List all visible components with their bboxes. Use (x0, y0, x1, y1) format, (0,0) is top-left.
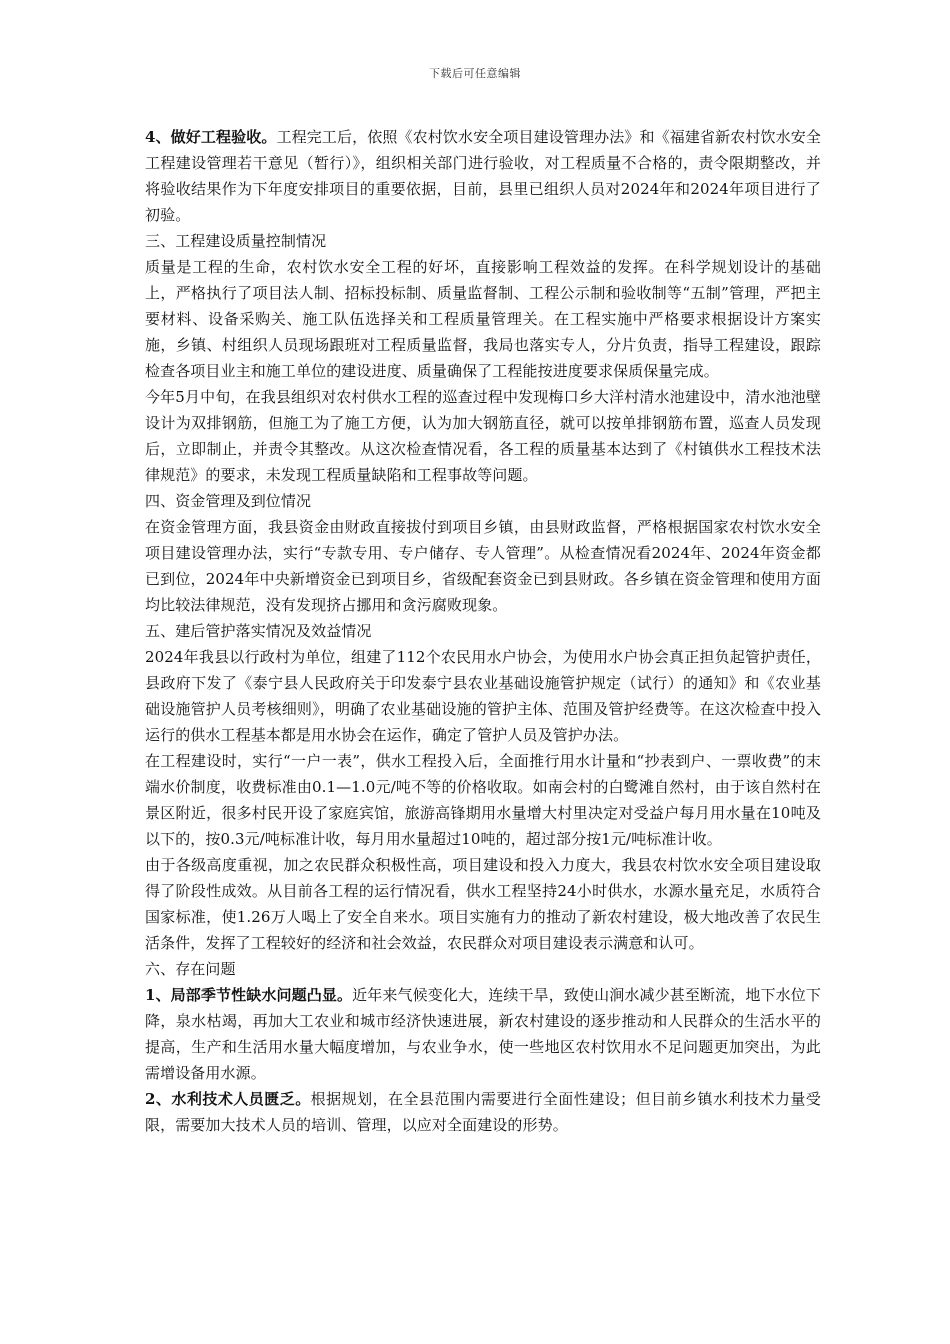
section-heading-funds: 四、资金管理及到位情况 (145, 492, 312, 510)
paragraph-results: 由于各级高度重视，加之农民群众积极性高，项目建设和投入力度大，我县农村饮水安全项目建设取得了阶段性成效。从目前各工程的运行情况看，供水工程坚持24小时供水，水源水量充足，水质符合国家标准，使1.26万人喝上了安全自来水。项目实施有力的推动了新农村建设，极大地改善了农民生活条件，发挥了工程较好的经济和社会效益，农民群众对项目建设表示满意和认可。 (145, 856, 821, 952)
paragraph-funds: 在资金管理方面，我县资金由财政直接拔付到项目乡镇，由县财政监督，严格根据国家农村饮水安全项目建设管理办法，实行“专款专用、专户储存、专人管理”。从检查情况看2024年、2024年资金都已到位，2024年中央新增资金已到项目乡，省级配套资金已到县财政。各乡镇在资金管理和使用方面均比较法律规范，没有发现挤占挪用和贪污腐败现象。 (145, 518, 821, 614)
paragraph-associations: 2024年我县以行政村为单位，组建了112个农民用水户协会，为使用水户协会真正担负起管护责任，县政府下发了《泰宁县人民政府关于印发泰宁县农业基础设施管护规定（试行）的通知》和《农业基础设施管护人员考核细则》，明确了农业基础设施的管护主体、范围及管护经费等。在这次检查中投入运行的供水工程基本都是用水协会在运作，确定了管护人员及管护办法。 (145, 648, 821, 744)
paragraph-text: 根据规划，在全县范围内需要进行全面性建设；但目前乡镇水利技术力量受限，需要加大技术人员的培训、管理，以应对全面建设的形势。 (145, 1090, 821, 1134)
paragraph-inspection: 今年5月中旬，在我县组织对农村供水工程的巡查过程中发现梅口乡大洋村清水池建设中，清水池池壁设计为双排钢筋，但施工为了施工方便，认为加大钢筋直径，就可以按单排钢筋布置，巡查人员发现后，立即制止，并责令其整改。从这次检查情况看，各工程的质量基本达到了《村镇供水工程技术法律规范》的要求，未发现工程质量缺陷和工程事故等问题。 (145, 388, 821, 484)
paragraph-text: 近年来气候变化大，连续干旱，致使山涧水减少甚至断流，地下水位下降，泉水枯竭，再加大工农业和城市经济快速进展，新农村建设的逐步推动和人民群众的生活水平的提高，生产和生活用水量大幅度增加，与农业争水，使一些地区农村饮用水不足问题更加突出，为此需增设备用水源。 (145, 986, 821, 1082)
paragraph-lead: 1、局部季节性缺水问题凸显。 (145, 986, 353, 1004)
paragraph-lead: 2、水利技术人员匮乏。 (145, 1090, 311, 1108)
page-header: 下载后可任意编辑 (429, 67, 521, 80)
paragraph-lead: 4、做好工程验收。 (145, 128, 277, 146)
paragraph-acceptance (145, 124, 821, 228)
paragraph-staff-shortage (145, 1086, 821, 1138)
paragraph-water-shortage (145, 982, 821, 1086)
paragraph-text: 工程完工后，依照《农村饮水安全项目建设管理办法》和《福建省新农村饮水安全工程建设管理若干意见（暂行）》，组织相关部门进行验收，对工程质量不合格的，责令限期整改，并将验收结果作为下年度安排项目的重要依据，目前，县里已组织人员对2024年和2024年项目进行了初验。 (145, 128, 821, 224)
section-heading-maintenance: 五、建后管护落实情况及效益情况 (145, 622, 372, 640)
section-heading-quality: 三、工程建设质量控制情况 (145, 232, 327, 250)
section-heading-problems: 六、存在问题 (145, 960, 236, 978)
document-body (145, 124, 821, 1138)
paragraph-quality: 质量是工程的生命，农村饮水安全工程的好坏，直接影响工程效益的发挥。在科学规划设计的基础上，严格执行了项目法人制、招标投标制、质量监督制、工程公示制和验收制等“五制”管理，严把主要材料、设备采购关、施工队伍选择关和工程质量管理关。在工程实施中严格要求根据设计方案实施，乡镇、村组织人员现场跟班对工程质量监督，我局也落实专人，分片负责，指导工程建设，跟踪检查各项目业主和施工单位的建设进度、质量确保了工程能按进度要求保质保量完成。 (145, 258, 821, 380)
paragraph-metering: 在工程建设时，实行“一户一表”，供水工程投入后，全面推行用水计量和“抄表到户、一票收费”的末端水价制度，收费标准由0.1—1.0元/吨不等的价格收取。如南会村的白鹭滩自然村，由于该自然村在景区附近，很多村民开设了家庭宾馆，旅游高锋期用水量增大村里决定对受益户每月用水量在10吨及以下的，按0.3元/吨标准计收，每月用水量超过10吨的，超过部分按1元/吨标准计收。 (145, 752, 821, 848)
